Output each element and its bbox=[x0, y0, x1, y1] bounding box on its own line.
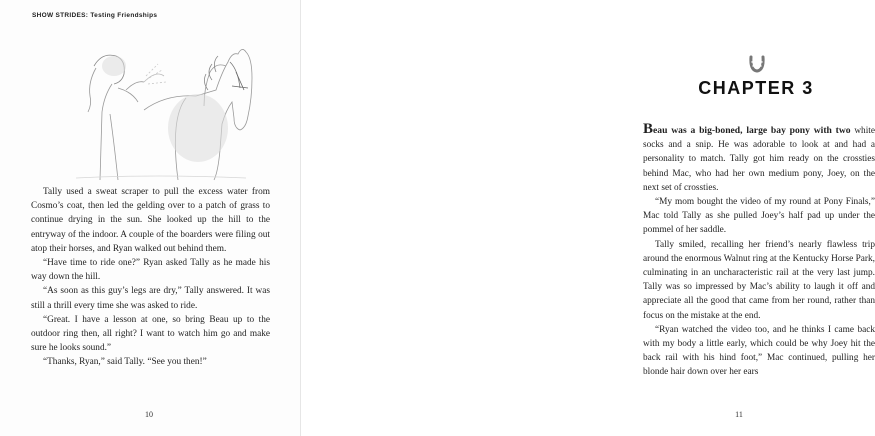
running-head bbox=[32, 12, 157, 19]
first-paragraph bbox=[643, 121, 875, 195]
lead-in-text: eau was a big-boned, large bay pony with two bbox=[653, 125, 851, 136]
paragraph: “Have time to ride one?” Ryan asked Tally as he made his way down the hill. bbox=[31, 258, 270, 283]
paragraph-text: white socks and a snip. He was adorable to look at and had a personality to match. Tally got him ready on the crossties behind Mac, who had her own medium pony, Joey, on the next set of crossties. bbox=[643, 126, 875, 193]
left-page bbox=[0, 0, 300, 436]
left-body-text bbox=[31, 185, 270, 370]
paragraph: “As soon as this guy’s legs are dry,” Tally answered. It was still a thrill every time she was asked to ride. bbox=[31, 286, 270, 311]
book-title: Testing Friendships bbox=[90, 12, 158, 19]
right-body-text bbox=[643, 121, 875, 380]
paragraph: Tally smiled, recalling her friend’s nearly flawless trip around the enormous Walnut ring at the Kentucky Horse Park, culminating in an uncharacteristic rail at the very last jump. Tally was so impressed by Mac’s ability to laugh it off and appreciate all the good that came from her round, rather than focus on the mistake at the end. bbox=[643, 239, 875, 321]
page-number: 10 bbox=[145, 410, 153, 419]
paragraph: “Thanks, Ryan,” said Tally. “See you then!” bbox=[43, 357, 207, 368]
paragraph: “Great. I have a lesson at one, so bring Beau up to the outdoor ring then, all right? I want to watch him go and make sure he looks sound.” bbox=[31, 314, 270, 354]
horseshoe-icon bbox=[747, 54, 767, 74]
chapter-title: CHAPTER 3 bbox=[698, 78, 814, 98]
girl-hosing-horse-illustration bbox=[66, 32, 256, 180]
series-name: SHOW STRIDES: bbox=[32, 12, 89, 19]
paragraph: “My mom bought the video of my round at Pony Finals,” Mac told Tally as she pulled Joey’s half pad up under the pommel of her saddle. bbox=[643, 197, 875, 236]
paragraph: “Ryan watched the video too, and he thinks I came back with my body a little early, which could be why Joey hit the back rail with his hind foot,” Mac continued, pulling her blonde hair down over her ears bbox=[643, 324, 875, 378]
drop-cap: B bbox=[643, 121, 654, 137]
paragraph: Tally used a sweat scraper to pull the excess water from Cosmo’s coat, then led the gelding over to a patch of grass to continue drying in the sun. She looked up the hill to the entryway of the indoor. A couple of the boarders were filing out atop their horses, and Ryan walked out behind them. bbox=[31, 187, 270, 254]
right-page bbox=[300, 0, 875, 436]
page-number: 11 bbox=[735, 410, 743, 419]
